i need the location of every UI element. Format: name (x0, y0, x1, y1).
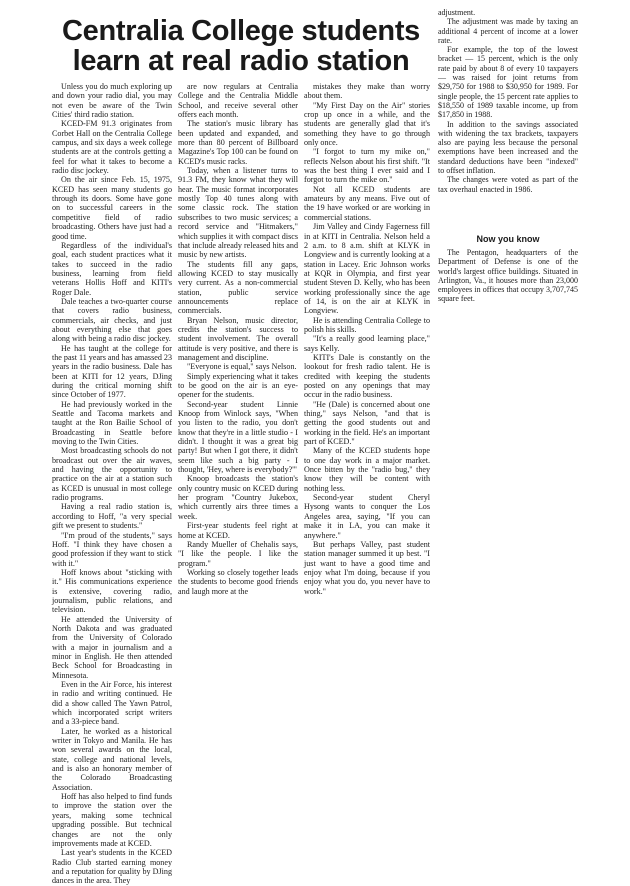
paragraph: "I forgot to turn my mike on," reflects Nelson about his first shift. "It was the best thing I ever said and I forgot to turn the mike on." (304, 147, 430, 185)
paragraph: "Everyone is equal," says Nelson. (187, 362, 297, 372)
paragraph: are now regulars at Centralia College and the Centralia Middle School, and receive several other offers each month. (178, 82, 298, 120)
paragraph: Last year's students in the KCED Radio Club started earning money and a reputation for quality by DJing dances in the area. They (52, 848, 172, 886)
tax-article-column (438, 8, 578, 224)
paragraph: In addition to the savings associated with widening the tax brackets, taxpayers also are paying less because the personal exemptions have been increased and the standard deductions have been "indexed" to offset inflation. (438, 119, 578, 176)
headline: Centralia College students learn at real radio station (62, 15, 420, 77)
article-column-3 (304, 82, 430, 594)
paragraph: He attended the University of North Dakota and was graduated from the University of Colorado with a major in journalism and a minor in English. He then attended Beck School for Broadcasting in Minnesota. (52, 614, 172, 680)
paragraph: The changes were voted as part of the tax overhaul enacted in 1986. (438, 175, 578, 194)
paragraph: Jim Valley and Cindy Fagerness fill in at KITI in Centralia. Nelson held a 2 a.m. to 8 a.m. shift at KLYK in Longview and is currently looking at a station in Lacey. Eric Johnson works at KQR in Olympia, and first year student Steven D. Kelly, who has been working professionally since the age of 14, is on the air at KLYK in Longview. (304, 222, 430, 316)
paragraph: On the air since Feb. 15, 1975, KCED has seen many students go through its doors. Some have gone on to successful careers in the competitive field of radio broadcasting. Others have just had a good time. (52, 175, 172, 241)
now-you-know-text (438, 248, 578, 308)
paragraph: "It's a really good learning place," says Kelly. (304, 334, 430, 353)
paragraph: Working so closely together leads the students to become good friends and laugh more at the (178, 567, 298, 596)
paragraph: Even in the Air Force, his interest in radio and writing continued. He did a show called The Yawn Patrol, which incorporated script writers and a 33-piece band. (52, 680, 172, 727)
paragraph: Knoop broadcasts the station's only country music on KCED during her program "Country Jukebox, which currently airs three times a week. (178, 474, 298, 521)
paragraph: The students fill any gaps, allowing KCED to stay musically very current. As a non-commercial station, public service announcements replace commercials. (178, 259, 298, 316)
paragraph: He had previously worked in the Seattle and Tacoma markets and taught at the Ron Bailie School of Broadcasting in Seattle before moving to the Twin Cities. (52, 399, 172, 447)
paragraph: Second-year student Linnie Knoop from Winlock says, "When you listen to the radio, you don't know that they're in a little studio - I didn't. I thought it was a great big party! But when I got there, it didn't seem like such a big party - I thought, 'Hey, where is everybody?'" (178, 399, 298, 475)
paragraph: The adjustment was made by taxing an additional 4 percent of income at a lower rate. (438, 17, 578, 45)
paragraph: Second-year student Cheryl Hysong wants to conquer the Los Angeles area, saying, "If you can make it in LA, you can make it anywhere." (304, 493, 430, 540)
paragraph: Hoff has also helped to find funds to improve the station over the years, making some technical upgrading possible. But technical changes are not the only improvements made at KCED. (52, 792, 172, 848)
paragraph: Most broadcasting schools do not broadcast out over the air waves, and having the opportunity to practice on the air at a station such as KCED is unusual in most college radio programs. (52, 446, 172, 503)
paragraph: He is attending Centralia College to polish his skills. (304, 315, 430, 334)
paragraph: adjustment. (438, 8, 476, 17)
paragraph: First-year students feel right at home at KCED. (178, 521, 298, 540)
paragraph: Unless you do much exploring up and down your radio dial, you may not even be aware of the Twin Cities' third radio station. (52, 82, 172, 120)
paragraph: Regardless of the individual's goal, each student practices what it takes to succeed in the radio business, learning from field veterans Hollis Hoff and KITI's Roger Dale. (52, 240, 172, 297)
paragraph: Not all KCED students are amateurs by any means. Five out of the 19 have worked or are working in commercial stations. (304, 184, 430, 222)
paragraph: Bryan Nelson, music director, credits the station's success to student involvement. The overall attitude is very positive, and there is management and discipline. (178, 315, 298, 362)
paragraph: Hoff knows about "sticking with it." His communications experience is extensive, covering radio, journalism, public relations, and television. (52, 567, 172, 615)
paragraph: KITI's Dale is constantly on the lookout for fresh radio talent. He is credited with keeping the students posted on any openings that may occur in the radio business. (304, 352, 430, 400)
article-column-1 (52, 82, 172, 886)
paragraph: KCED-FM 91.3 originates from Corbet Hall on the Centralia College campus, and six days a week college students are at the controls getting a feel for what it takes to become a radio disc jockey. (52, 119, 172, 176)
paragraph: "My First Day on the Air" stories crop up once in a while, and the students are generally glad that it's something they have to go through only once. (304, 100, 430, 148)
paragraph: Randy Mueller of Chehalis says, "I like the people. I like the program." (178, 539, 298, 568)
paragraph: "He (Dale) is concerned about one thing," says Nelson, "and that is getting the good students out and working in the field. He's an important part of KCED." (304, 399, 430, 447)
paragraph: The Pentagon, headquarters of the Department of Defense is one of the world's largest office buildings. Situated in Arlington, Va., it houses more than 23,000 employees in offices that occupy 3,707,745 square feet. (438, 248, 578, 304)
article-column-2 (178, 82, 298, 596)
paragraph: For example, the top of the lowest bracket — 15 percent, which is the only rate paid by about 8 of every 10 taxpayers — was raised for joint returns from $29,750 for 1988 to $30,950 for 1989. For single people, the 15 percent rate applies to $18,550 of 1989 taxable income, up from $17,850 in 1988. (438, 45, 578, 120)
now-you-know-heading: Now you know (476, 234, 540, 244)
paragraph: He has taught at the college for the past 11 years and has amassed 23 years in the radio business. Dale has been at KITI for 12 years, DJing during the critical morning shift since October of 1977. (52, 343, 172, 400)
paragraph: Many of the KCED students hope to one day work in a major market. Once bitten by the "radio bug," they know they will be content with nothing less. (304, 446, 430, 493)
paragraph: But perhaps Valley, past student station manager summed it up best. "I just want to have a good time and enjoy what I'm doing, because if you enjoy what you do, you never have to work." (304, 539, 430, 596)
paragraph: "I'm proud of the students," says Hoff. "I think they have chosen a good profession if they want to stick with it." (52, 530, 172, 568)
paragraph: mistakes they make than worry about them. (304, 82, 430, 101)
paragraph: Having a real radio station is, according to Hoff, "a very special gift we present to students." (52, 502, 172, 531)
paragraph: Simply experiencing what it takes to be good on the air is an eye-opener for the students. (178, 371, 298, 400)
paragraph: The station's music library has been updated and expanded, and more than 80 percent of Billboard Magazine's Top 100 can be found on KCED's music racks. (178, 119, 298, 166)
paragraph: Later, he worked as a historical writer in Tokyo and Manila. He has won several awards on the local, state, college and national levels, and is also an honorary member of the Colorado Broadcasting Association. (52, 726, 172, 792)
paragraph: Today, when a listener turns to 91.3 FM, they know what they will hear. The music format incorporates mostly Top 40 tunes along with some classic rock. The station subscribes to two music services; a record service and "Hitmakers," which supplies it with compact discs that include already released hits and music by new artists. (178, 166, 298, 260)
paragraph: Dale teaches a two-quarter course that covers radio business, commercials, air checks, and just about everything else that goes along with being a radio disc jockey. (52, 296, 172, 344)
